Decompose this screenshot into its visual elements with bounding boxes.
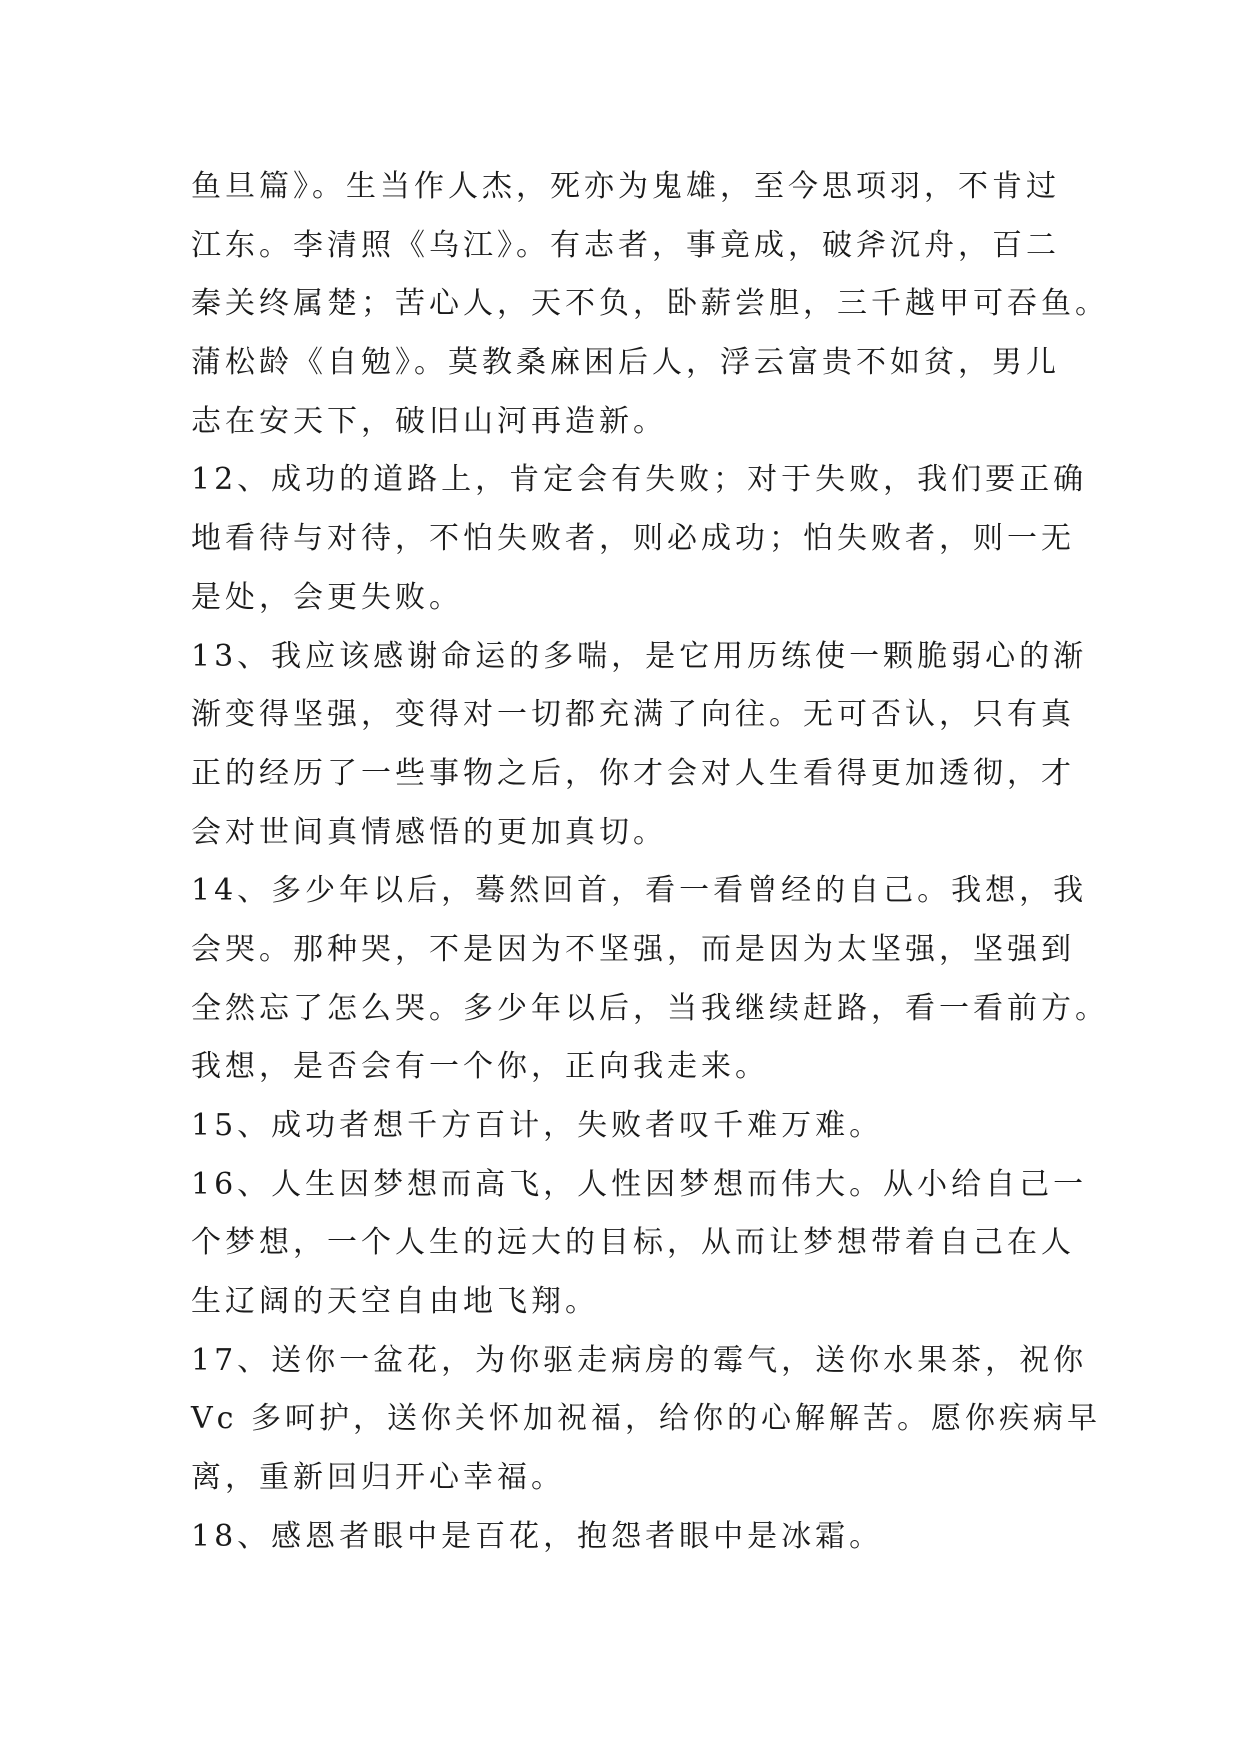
text-line: 正的经历了一些事物之后，你才会对人生看得更加透彻，才 [191, 755, 1075, 791]
text-line: 生辽阔的天空自由地飞翔。 [191, 1284, 599, 1320]
text-line: 17、送你一盆花，为你驱走病房的霉气，送你水果茶，祝你 [191, 1342, 1088, 1378]
text-line: 全然忘了怎么哭。多少年以后，当我继续赶路，看一看前方。 [191, 990, 1109, 1026]
text-line: 地看待与对待，不怕失败者，则必成功；怕失败者，则一无 [191, 521, 1075, 557]
text-line: 16、人生因梦想而高飞，人性因梦想而伟大。从小给自己一 [191, 1166, 1088, 1202]
text-line: 12、成功的道路上，肯定会有失败；对于失败，我们要正确 [191, 462, 1088, 498]
text-line: 渐变得坚强，变得对一切都充满了向往。无可否认，只有真 [191, 697, 1075, 733]
text-line: 我想，是否会有一个你，正向我走来。 [191, 1049, 769, 1085]
text-line: 鱼旦篇》。生当作人杰，死亦为鬼雄，至今思项羽，不肯过 [191, 169, 1060, 204]
text-line: 15、成功者想千方百计，失败者叹千难万难。 [191, 1108, 884, 1143]
text-line: 会对世间真情感悟的更加真切。 [191, 814, 667, 850]
text-line: 是处，会更失败。 [191, 579, 463, 615]
body-text [191, 158, 1109, 1567]
text-line: 13、我应该感谢命运的多喘，是它用历练使一颗脆弱心的渐 [191, 638, 1088, 674]
text-line: 18、感恩者眼中是百花，抱怨者眼中是冰霜。 [191, 1518, 884, 1554]
text-line: 江东。李清照《乌江》。有志者，事竟成，破斧沉舟，百二 [191, 227, 1060, 263]
text-line: 志在安天下，破旧山河再造新。 [191, 403, 667, 439]
text-line: Vc 多呵护，送你关怀加祝福，给你的心解解苦。愿你疾病早 [191, 1401, 1102, 1437]
text-line: 蒲松龄《自勉》。莫教桑麻困后人，浮云富贵不如贫，男儿 [191, 345, 1060, 381]
text-line: 14、多少年以后，蓦然回首，看一看曾经的自己。我想，我 [191, 873, 1088, 909]
text-line: 会哭。那种哭，不是因为不坚强，而是因为太坚强，坚强到 [191, 931, 1075, 967]
text-line: 秦关终属楚；苦心人，天不负，卧薪尝胆，三千越甲可吞鱼。 [191, 286, 1109, 322]
text-line: 个梦想，一个人生的远大的目标，从而让梦想带着自己在人 [191, 1225, 1075, 1261]
text-line: 离，重新回归开心幸福。 [191, 1460, 565, 1496]
